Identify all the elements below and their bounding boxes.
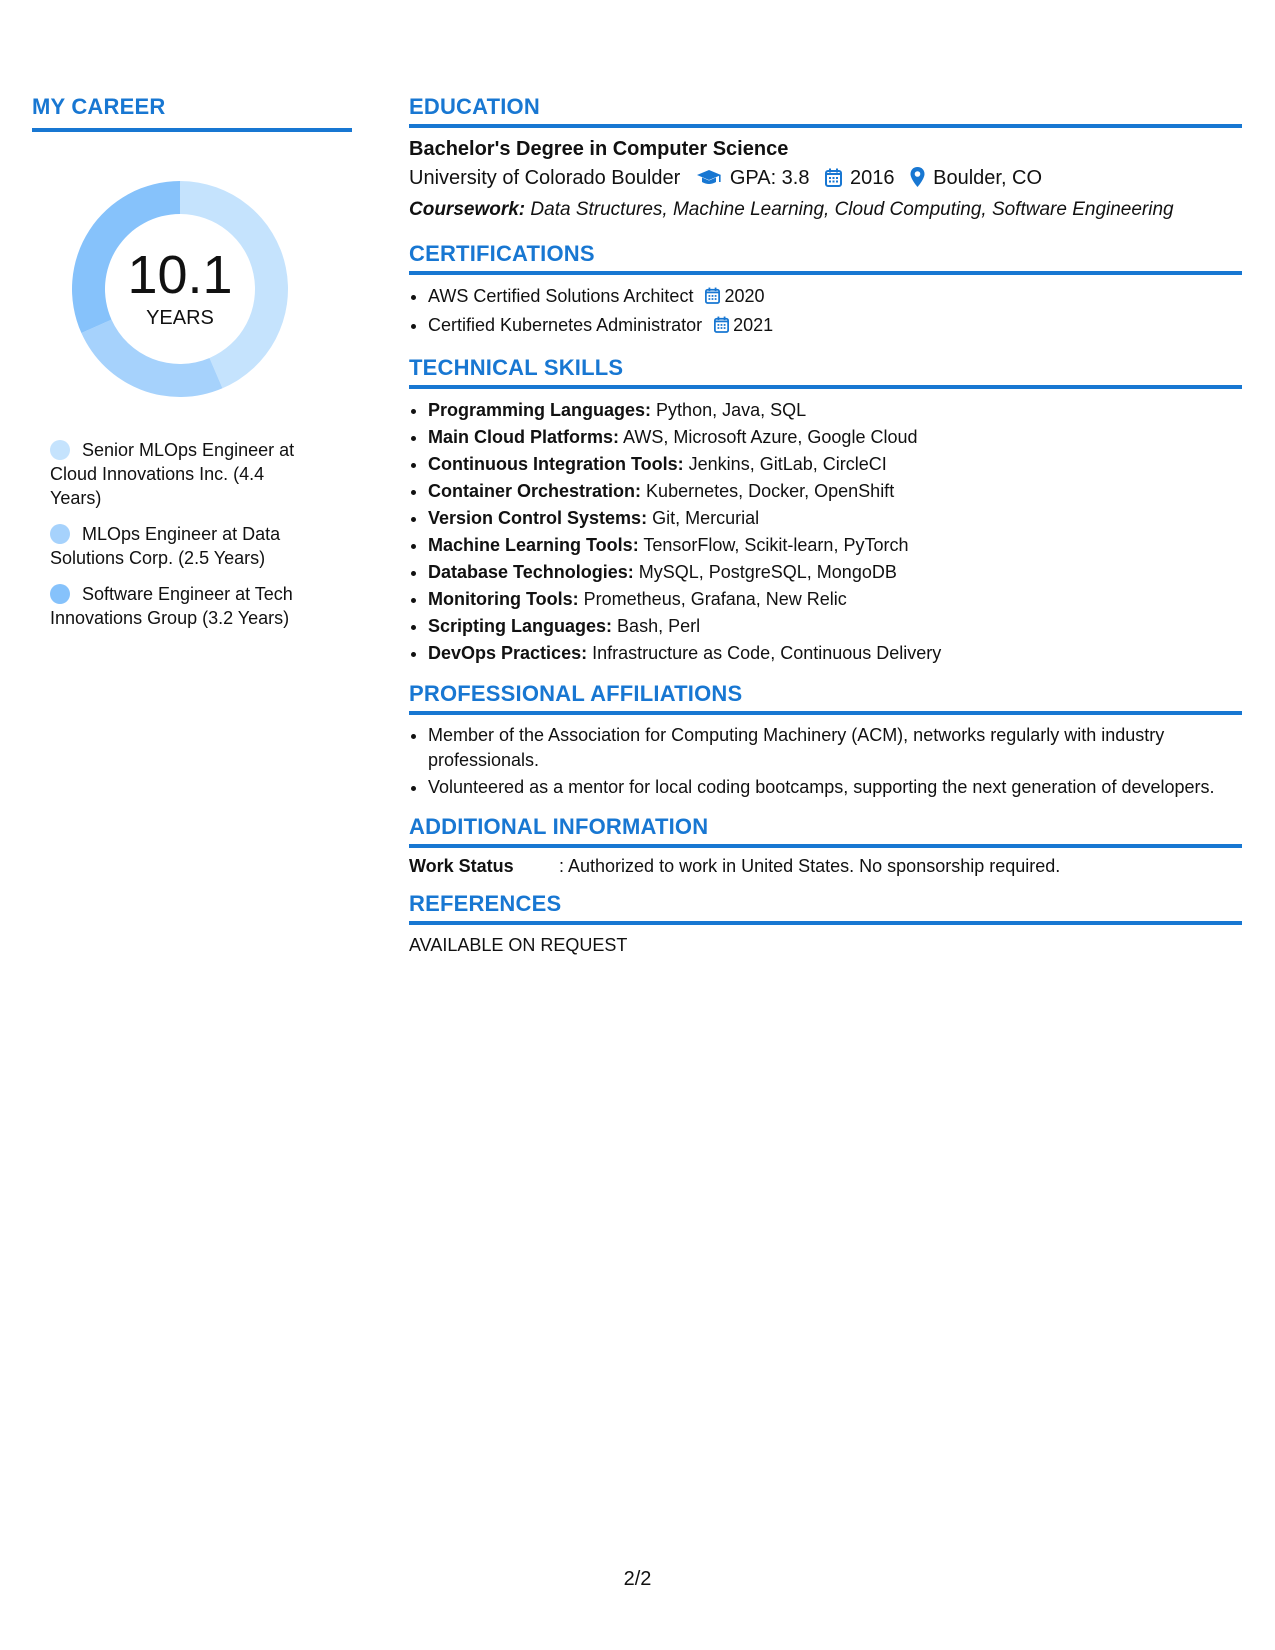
education-title: EDUCATION (409, 94, 1242, 128)
legend-label: Senior MLOps Engineer at Cloud Innovations Inc. (4.4 Years) (50, 440, 295, 508)
skill-value: Bash, Perl (617, 616, 701, 636)
certifications-list (409, 283, 1242, 341)
education-coursework (409, 199, 1242, 221)
certification-name: Certified Kubernetes Administrator (428, 315, 703, 335)
skills-list (409, 397, 1242, 667)
certification-year: 2020 (724, 286, 765, 306)
education-degree: Bachelor's Degree in Computer Science (409, 138, 789, 160)
career-total-unit: YEARS (146, 307, 214, 329)
legend-item (50, 522, 315, 570)
legend-item (50, 438, 315, 510)
skill-label: Version Control Systems: (428, 508, 648, 528)
coursework-value: Data Structures, Machine Learning, Cloud Computing, Software Engineering (530, 199, 1174, 220)
affiliation-item: • Member of the Association for Computing Machinery (ACM), networks regularly with industry professionals. (428, 723, 1242, 773)
education-details (409, 167, 1242, 193)
skill-label: Programming Languages: (428, 400, 652, 420)
additional-section (409, 814, 1242, 877)
skill-value: Jenkins, GitLab, CircleCI (688, 454, 887, 474)
skill-value: Infrastructure as Code, Continuous Delivery (592, 643, 942, 663)
skill-item (428, 640, 1242, 667)
page-number: 2/2 (623, 1568, 652, 1590)
affiliations-list (409, 723, 1242, 800)
education-gpa: GPA: 3.8 (729, 167, 810, 189)
education-year: 2016 (850, 167, 895, 189)
skills-title: TECHNICAL SKILLS (409, 355, 1242, 389)
legend-label: Software Engineer at Tech Innovations Group (3.2 Years) (50, 584, 293, 628)
skill-label: Machine Learning Tools: (428, 535, 639, 555)
certification-year: 2021 (733, 315, 774, 335)
calendar-icon (705, 285, 720, 312)
calendar-icon (714, 314, 729, 341)
donut-center (65, 174, 295, 404)
skill-label: Main Cloud Platforms: (428, 427, 620, 447)
skill-label: Database Technologies: (428, 562, 634, 582)
skill-value: MySQL, PostgreSQL, MongoDB (638, 562, 897, 582)
certifications-title: CERTIFICATIONS (409, 241, 1242, 275)
skill-value: Prometheus, Grafana, New Relic (583, 589, 847, 609)
skill-value: Git, Mercurial (652, 508, 760, 528)
calendar-icon (825, 168, 842, 193)
career-legend (32, 438, 352, 630)
references-section (409, 891, 1242, 956)
affiliation-item: • Volunteered as a mentor for local coding bootcamps, supporting the next generation of developers. (428, 775, 1242, 800)
skill-item (428, 505, 1242, 532)
skill-label: DevOps Practices: (428, 643, 588, 663)
education-location: Boulder, CO (933, 167, 1043, 189)
skill-item (428, 586, 1242, 613)
education-section (409, 94, 1242, 221)
work-status-value: : Authorized to work in United States. No sponsorship required. (559, 856, 1061, 876)
affiliations-section (409, 681, 1242, 800)
skill-item (428, 451, 1242, 478)
additional-title: ADDITIONAL INFORMATION (409, 814, 1242, 848)
skills-section (409, 355, 1242, 667)
skill-item (428, 397, 1242, 424)
skill-value: Kubernetes, Docker, OpenShift (646, 481, 895, 501)
skill-item (428, 559, 1242, 586)
skill-label: Continuous Integration Tools: (428, 454, 684, 474)
legend-dot-icon (50, 584, 70, 604)
skill-value: AWS, Microsoft Azure, Google Cloud (623, 427, 918, 447)
skill-item (428, 478, 1242, 505)
legend-dot-icon (50, 440, 70, 460)
legend-dot-icon (50, 524, 70, 544)
references-text: AVAILABLE ON REQUEST (409, 935, 628, 955)
references-title: REFERENCES (409, 891, 1242, 925)
skill-item (428, 613, 1242, 640)
certification-item (428, 283, 1242, 312)
career-column (32, 94, 352, 642)
skill-value: TensorFlow, Scikit-learn, PyTorch (643, 535, 909, 555)
skill-item (428, 424, 1242, 451)
skill-value: Python, Java, SQL (656, 400, 807, 420)
map-pin-icon (910, 167, 925, 193)
graduation-cap-icon (696, 169, 722, 193)
skill-item (428, 532, 1242, 559)
certification-item (428, 312, 1242, 341)
skill-label: Scripting Languages: (428, 616, 613, 636)
career-donut-chart (65, 174, 295, 404)
coursework-label: Coursework: (409, 199, 526, 220)
skill-label: Monitoring Tools: (428, 589, 579, 609)
legend-label: MLOps Engineer at Data Solutions Corp. (2.5 Years) (50, 524, 281, 568)
education-university: University of Colorado Boulder (409, 167, 681, 189)
legend-item (50, 582, 315, 630)
career-title: MY CAREER (32, 94, 352, 132)
career-total-value: 10.1 (127, 245, 233, 305)
work-status-row (409, 856, 1242, 877)
main-column (409, 94, 1242, 970)
certification-name: AWS Certified Solutions Architect (428, 286, 694, 306)
affiliations-title: PROFESSIONAL AFFILIATIONS (409, 681, 1242, 715)
certifications-section (409, 241, 1242, 341)
skill-label: Container Orchestration: (428, 481, 642, 501)
work-status-label: Work Status (409, 856, 514, 876)
